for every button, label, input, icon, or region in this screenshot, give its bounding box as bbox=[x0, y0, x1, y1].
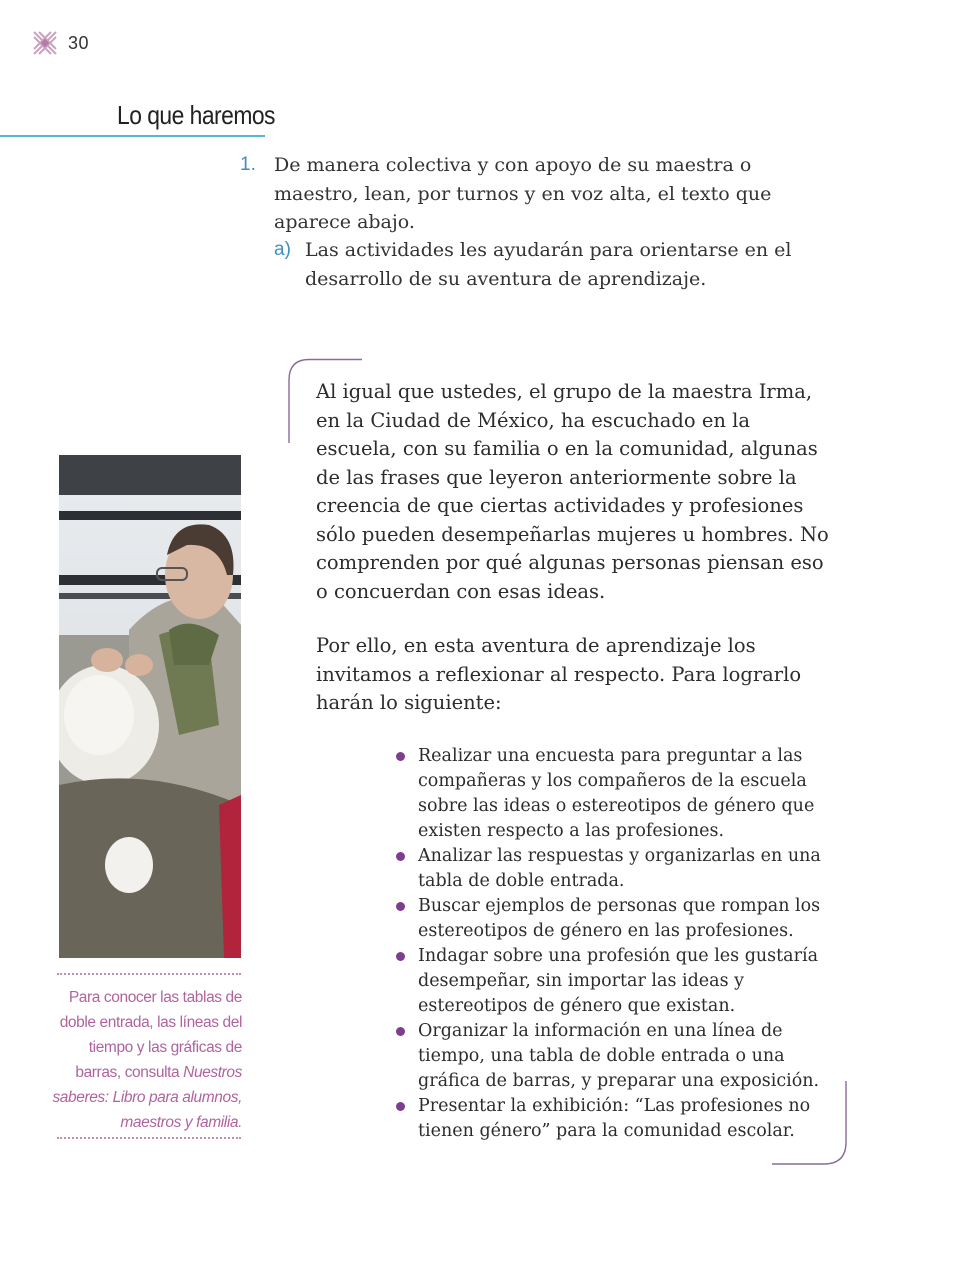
caption-divider-bottom bbox=[57, 1137, 241, 1139]
photo-man-knitting bbox=[59, 425, 241, 958]
list-item bbox=[395, 1019, 835, 1094]
caption-note bbox=[50, 985, 242, 1135]
section-title: Lo que haremos bbox=[117, 100, 275, 130]
reading-paragraph-2: Por ello, en esta aventura de aprendizaje los invitamos a reflexionar al respecto. Para lograrlo harán lo siguiente: bbox=[316, 634, 802, 714]
activity-list bbox=[395, 744, 835, 1144]
caption-book-title: Nuestros saberes: Libro para alumnos, maestros y familia. bbox=[52, 1064, 242, 1131]
list-item-text: Organizar la información en una línea de tiempo, una tabla de doble entrada o una gráfica de barras, y preparar una exposición. bbox=[418, 1021, 820, 1091]
caption-text: Para conocer las tablas de doble entrada, las líneas del tiempo y las gráficas de barras, consulta bbox=[59, 989, 242, 1081]
instruction-text: De manera colectiva y con apoyo de su maestra o maestro, lean, por turnos y en voz alta, el texto que aparece abajo. bbox=[274, 154, 772, 233]
bullet-icon bbox=[396, 952, 405, 961]
list-item-text: Realizar una encuesta para preguntar a las compañeras y los compañeros de la escuela sobre las ideas o estereotipos de género que existen respecto a las profesiones. bbox=[418, 746, 815, 841]
list-item-text: Analizar las respuestas y organizarlas en una tabla de doble entrada. bbox=[418, 846, 821, 891]
list-item bbox=[395, 1094, 835, 1144]
list-item bbox=[395, 894, 835, 944]
decorative-cross-icon bbox=[30, 28, 60, 58]
caption-divider-top bbox=[57, 973, 241, 975]
list-item bbox=[395, 844, 835, 894]
sub-instruction-letter: a) bbox=[274, 239, 291, 260]
list-item-text: Buscar ejemplos de personas que rompan los estereotipos de género en las profesiones. bbox=[418, 896, 821, 941]
bullet-icon bbox=[396, 752, 405, 761]
list-item-text: Presentar la exhibición: “Las profesiones no tienen género” para la comunidad escolar. bbox=[418, 1096, 811, 1141]
list-item bbox=[395, 744, 835, 844]
instruction-number: 1. bbox=[240, 154, 256, 175]
bullet-icon bbox=[396, 902, 405, 911]
title-underline bbox=[0, 135, 265, 137]
bullet-icon bbox=[396, 1027, 405, 1036]
reading-paragraph-1: Al igual que ustedes, el grupo de la maestra Irma, en la Ciudad de México, ha escuchado en la escuela, con su familia o en la comunidad, algunas de las frases que leyeron anteriormente sobre la creencia de que ciertas actividades y profesiones sólo pueden desempeñarlas mujeres u hombres. No comprenden por qué algunas personas piensan eso o concuerdan con esas ideas. bbox=[316, 380, 829, 603]
page-number: 30 bbox=[68, 33, 90, 53]
list-item-text: Indagar sobre una profesión que les gustaría desempeñar, sin importar las ideas y estereotipos de género que existan. bbox=[418, 946, 819, 1016]
bullet-icon bbox=[396, 1102, 405, 1111]
sub-instruction-text: Las actividades les ayudarán para orientarse en el desarrollo de su aventura de aprendizaje. bbox=[305, 239, 792, 290]
list-item bbox=[395, 944, 835, 1019]
bullet-icon bbox=[396, 852, 405, 861]
